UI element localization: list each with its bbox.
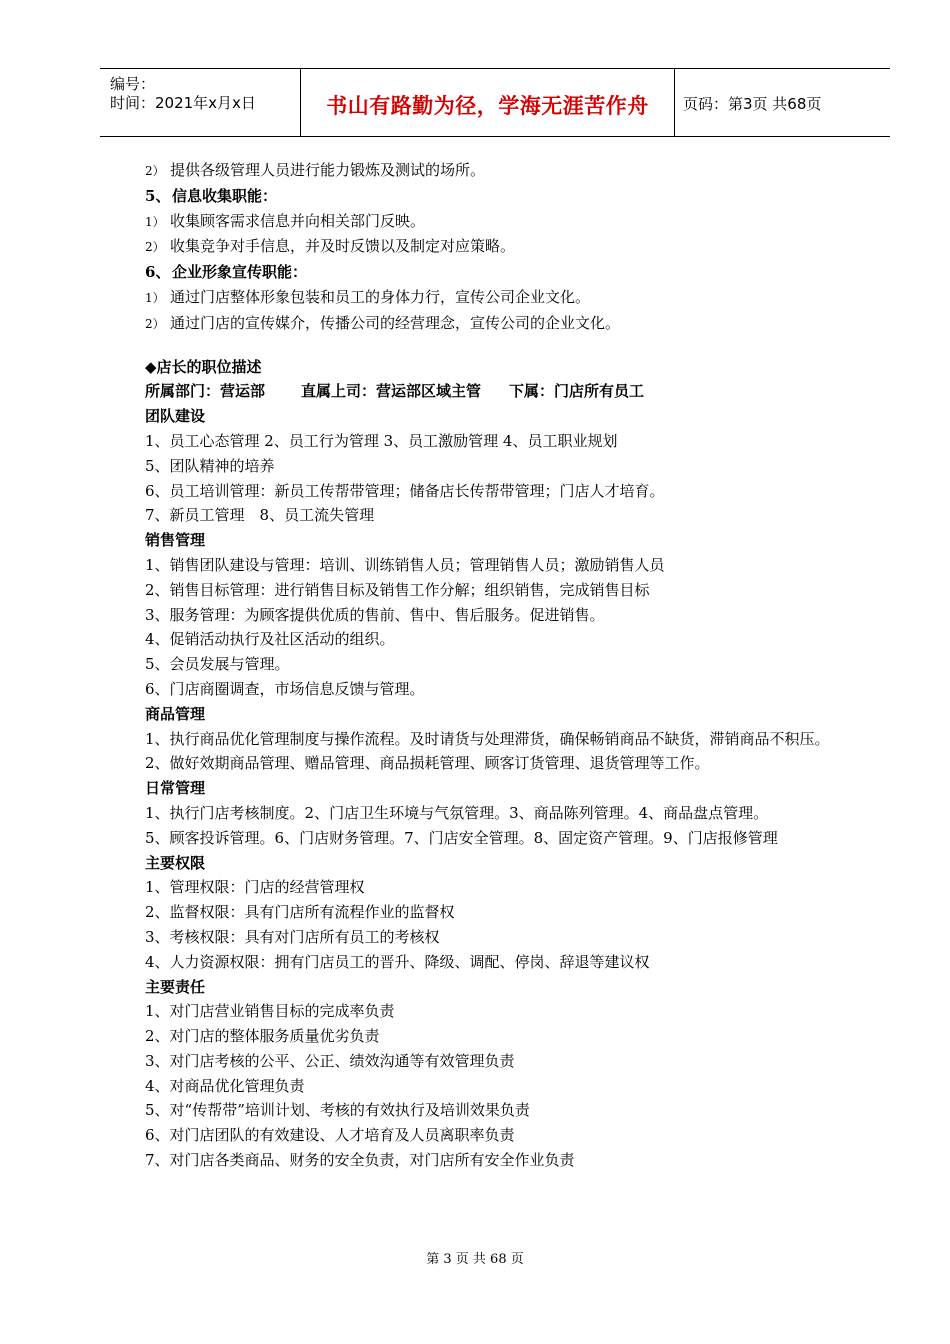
list-item: 5、会员发展与管理。: [145, 655, 290, 674]
header-page-cell: [675, 69, 890, 136]
list-item: 5、顾客投诉管理。6、门店财务管理。7、门店安全管理。8、固定资产管理。9、门店报修管理: [145, 828, 778, 847]
list-item: 5、对“传帮带”培训计划、考核的有效执行及培训效果负责: [145, 1101, 530, 1120]
intro-item: 2） 提供各级管理人员进行能力锻炼及测试的场所。: [145, 161, 486, 179]
intro-item: 1） 通过门店整体形象包装和员工的身体力行，宣传公司企业文化。: [145, 287, 591, 306]
list-item: 1、执行门店考核制度。2、门店卫生环境与气氛管理。3、商品陈列管理。4、商品盘点管理。: [145, 803, 769, 822]
list-item: 4、对商品优化管理负责: [145, 1076, 305, 1095]
section-title-info: 5、 信息收集职能：: [145, 186, 278, 205]
date-label: 时间：2021年x月x日: [110, 94, 256, 112]
intro-item: 2） 通过门店的宣传媒介，传播公司的经营理念，宣传公司的企业文化。: [145, 313, 621, 332]
list-item: 1、对门店营业销售目标的完成率负责: [145, 1002, 395, 1021]
section-heading-team: 团队建设: [145, 407, 206, 426]
list-item: 2、做好效期商品管理、赠品管理、商品损耗管理、顾客订货管理、退货管理等工作。: [145, 754, 710, 773]
section-title-image: 6、 企业形象宣传职能：: [145, 263, 308, 282]
header-info-cell: [100, 69, 301, 136]
list-item: 1、执行商品优化管理制度与操作流程。及时请货与处理滞货，确保畅销商品不缺货，滞销商品不积压。: [145, 729, 830, 748]
list-item: 2、对门店的整体服务质量优劣负责: [145, 1027, 380, 1046]
list-item: 6、员工培训管理：新员工传帮带管理；储备店长传帮带管理；门店人才培育。: [145, 481, 665, 500]
list-item: 7、对门店各类商品、财务的安全负责，对门店所有安全作业负责: [145, 1151, 575, 1170]
subordinate-label: 下属：门店所有员工: [509, 382, 645, 401]
list-item: 3、服务管理：为顾客提供优质的售前、售中、售后服务。促进销售。: [145, 605, 605, 624]
list-item: 5、团队精神的培养: [145, 456, 275, 475]
position-title: ◆店长的职位描述: [145, 357, 262, 376]
dept-label: 所属部门：营运部: [145, 382, 266, 401]
list-item: 3、考核权限：具有对门店所有员工的考核权: [145, 927, 440, 946]
section-heading-duty: 主要责任: [145, 977, 206, 996]
code-label: 编号：: [110, 75, 156, 93]
header-motto-cell: [301, 69, 675, 136]
list-item: 1、员工心态管理 2、员工行为管理 3、员工激励管理 4、员工职业规划: [145, 431, 618, 450]
list-item: 2、监督权限：具有门店所有流程作业的监督权: [145, 903, 455, 922]
list-item: 3、对门店考核的公平、公正、绩效沟通等有效管理负责: [145, 1051, 515, 1070]
section-heading-sales: 销售管理: [145, 531, 206, 550]
list-item: 1、管理权限：门店的经营管理权: [145, 878, 365, 897]
position-meta: [145, 379, 865, 404]
list-item: 7、新员工管理 8、员工流失管理: [145, 506, 375, 525]
list-item: 4、人力资源权限：拥有门店员工的晋升、降级、调配、停岗、辞退等建议权: [145, 952, 650, 971]
spacer: [145, 337, 865, 355]
list-item: 6、对门店团队的有效建设、人才培育及人员离职率负责: [145, 1126, 515, 1145]
list-item: 6、门店商圈调查，市场信息反馈与管理。: [145, 679, 425, 698]
header-motto: 书山有路勤为径，学海无涯苦作舟: [326, 94, 649, 118]
header-page-label: 页码：第3页 共68页: [683, 95, 822, 113]
page-header: [100, 68, 890, 137]
section-heading-goods: 商品管理: [145, 704, 206, 723]
list-item: 1、销售团队建设与管理：培训、训练销售人员；管理销售人员；激励销售人员: [145, 555, 665, 574]
intro-item: 1） 收集顾客需求信息并向相关部门反映。: [145, 211, 426, 230]
document-body: [145, 158, 865, 1173]
superior-label: 直属上司：营运部区域主管: [301, 382, 482, 401]
page-footer: 第 3 页 共 68 页: [426, 1252, 524, 1267]
list-item: 2、销售目标管理：进行销售目标及销售工作分解；组织销售，完成销售目标: [145, 580, 650, 599]
section-heading-authority: 主要权限: [145, 853, 206, 872]
intro-item: 2） 收集竞争对手信息，并及时反馈以及制定对应策略。: [145, 237, 516, 256]
list-item: 4、促销活动执行及社区活动的组织。: [145, 630, 395, 649]
section-heading-daily: 日常管理: [145, 779, 206, 798]
